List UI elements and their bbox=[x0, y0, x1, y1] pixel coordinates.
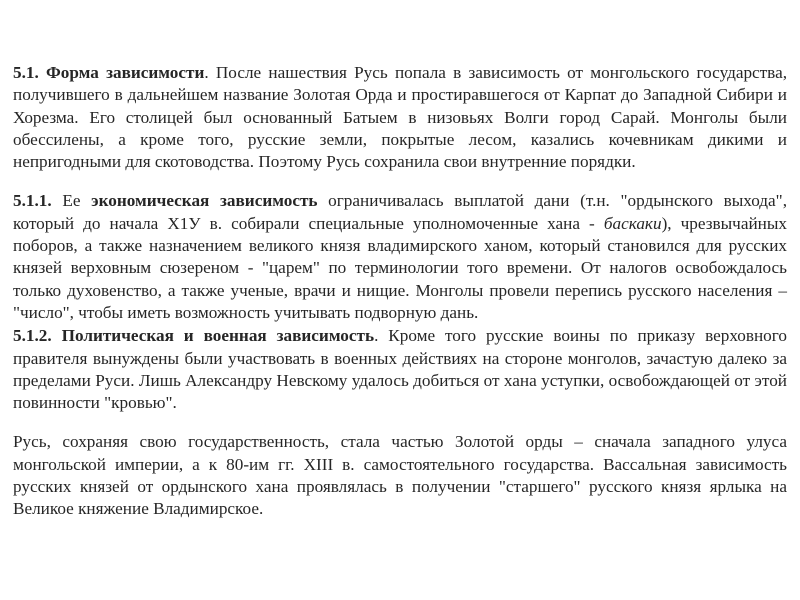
term-economic-dependence: экономическая зависимость bbox=[91, 191, 318, 211]
paragraph-5-1-2 bbox=[13, 325, 787, 414]
term-baskaki: баскаки bbox=[603, 213, 662, 233]
paragraph-5-1-1-text-a: ограничивалась выплатой дани (т.н. "ордынского выхода", который до начала Х1У в. собирали специальные уполномоченные хана - bbox=[13, 191, 787, 233]
paragraph-summary bbox=[13, 431, 787, 520]
paragraph-5-1-1-pre: Ее bbox=[51, 191, 92, 211]
heading-5-1: 5.1. Форма зависимости bbox=[13, 63, 205, 82]
document-body bbox=[13, 62, 787, 521]
paragraph-summary-text: Русь, сохраняя свою государственность, стала частью Золотой орды – сначала западного улуса монгольской империи, а к 80-им гг. XIII в. самостоятельного государства. Вассальная зависимость русских князей от ордынского хана проявлялась в получении "старшего" русского князя ярлыка на Великое княжение Владимирское. bbox=[13, 432, 787, 519]
paragraph-5-1-2-text: . Кроме того русские воины по приказу верховного правителя вынуждены были участвовать в военных действиях на стороне монголов, зачастую далеко за пределами Руси. Лишь Александру Невскому удалось добиться от хана уступки, освобождающей от этой повинности "кровью". bbox=[13, 326, 787, 413]
paragraph-5-1-1 bbox=[13, 190, 787, 324]
heading-5-1-1-number: 5.1.1. bbox=[13, 191, 52, 211]
paragraph-5-1-text: . После нашествия Русь попала в зависимость от монгольского государства, получившего в дальнейшем название Золотая Орда и простиравшегося от Карпат до Западной Сибири и Хорезма. Его столицей был основанный Батыем в низовьях Волги город Сарай. Монголы были обессилены, а кроме того, русские земли, покрытые лесом, казались кочевникам дикими и непригодными для скотоводства. Поэтому Русь сохранила свои внутренние порядки. bbox=[13, 63, 787, 172]
paragraph-5-1 bbox=[13, 62, 787, 173]
heading-5-1-2: 5.1.2. Политическая и военная зависимость bbox=[13, 326, 375, 346]
paragraph-5-1-1-text-b: ), чрезвычайных поборов, а также назначением великого князя владимирского ханом, который становился для русских князей верховным сюзереном - "царем" по терминологии того времени. От налогов освобождалось только духовенство, а также ученые, врачи и нищие. Монголы провели перепись русского населения – "число", чтобы иметь возможность учитывать подворную дань. bbox=[13, 213, 787, 322]
